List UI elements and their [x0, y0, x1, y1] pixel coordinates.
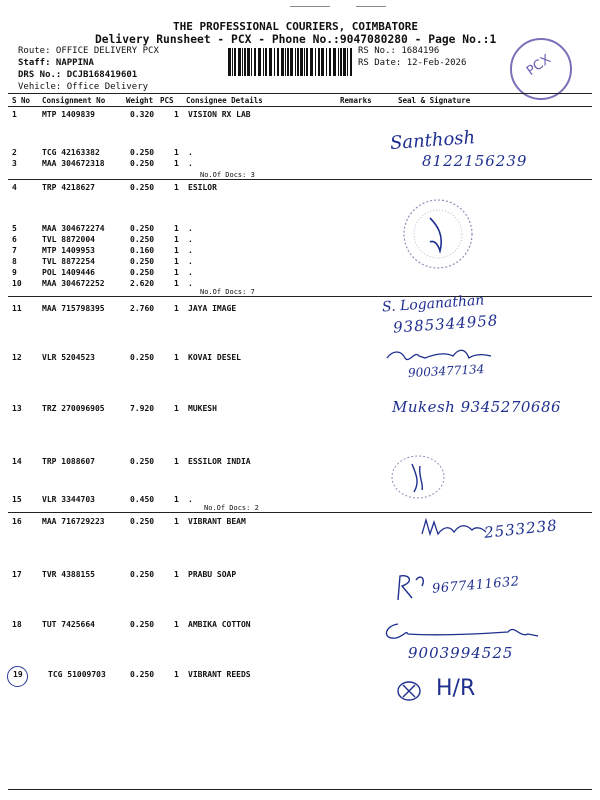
row-pcs: 1: [174, 183, 179, 192]
row-consignee: .: [188, 148, 193, 157]
row-sno: 1: [12, 110, 17, 119]
row-consignee: .: [188, 159, 193, 168]
row-sno: 11: [12, 304, 22, 313]
row-weight: 0.250: [130, 183, 155, 192]
row-consignment-no: MAA 304672274: [42, 224, 105, 233]
row-weight: 0.320: [130, 110, 155, 119]
row-sno: 7: [12, 246, 17, 255]
row-consignment-no: VLR 3344703: [42, 495, 95, 504]
seal-stamp-icon: [400, 196, 480, 276]
row-consignment-no: MTP 1409953: [42, 246, 95, 255]
row-consignment-no: TRZ 270096905: [42, 404, 105, 413]
row-sno: 2: [12, 148, 17, 157]
row-pcs: 1: [174, 257, 179, 266]
row-consignee: MUKESH: [188, 404, 217, 413]
row-consignee: PRABU SOAP: [188, 570, 237, 579]
row-consignee: .: [188, 495, 193, 504]
signature-scribble-icon: [420, 516, 490, 540]
row-sno: 19: [13, 670, 23, 679]
col-consignment: Consignment No: [42, 96, 106, 105]
row-consignee: JAYA IMAGE: [188, 304, 237, 313]
row-consignment-no: TVL 8872004: [42, 235, 95, 244]
row-sno: 17: [12, 570, 22, 579]
row-weight: 0.250: [130, 235, 155, 244]
row-sno: 14: [12, 457, 22, 466]
row-separator: [8, 296, 592, 297]
row-sno: 18: [12, 620, 22, 629]
row-separator: [8, 512, 592, 513]
drs-label: DRS No.: DCJB168419601: [18, 70, 138, 80]
staff-label: Staff: NAPPINA: [18, 58, 94, 68]
row-pcs: 1: [174, 457, 179, 466]
row-sno: 10: [12, 279, 22, 288]
row-sno: 12: [12, 353, 22, 362]
row-pcs: 1: [174, 279, 179, 288]
signature-phone: 2533238: [483, 516, 559, 542]
row-weight: 0.250: [130, 353, 155, 362]
seal-stamp-icon: [390, 454, 446, 500]
row-consignment-no: TRP 1088607: [42, 457, 95, 466]
row-sno: 9: [12, 268, 17, 277]
row-pcs: 1: [174, 353, 179, 362]
row-sno: 15: [12, 495, 22, 504]
row-consignee: .: [188, 224, 193, 233]
row-weight: 0.250: [130, 257, 155, 266]
row-consignee: VISION RX LAB: [188, 110, 251, 119]
header-rule-bottom: [8, 106, 592, 107]
row-pcs: 1: [174, 235, 179, 244]
row-weight: 0.250: [130, 570, 155, 579]
signature-phone: 9003994525: [408, 644, 514, 662]
row-sno: 4: [12, 183, 17, 192]
row-consignee: KOVAI DESEL: [188, 353, 241, 362]
header-rule-top: [8, 93, 592, 94]
row-consignment-no: TCG 42163382: [42, 148, 100, 157]
row-consignee: .: [188, 246, 193, 255]
row-weight: 0.250: [130, 517, 155, 526]
row-weight: 2.620: [130, 279, 155, 288]
row-consignment-no: MTP 1409839: [42, 110, 95, 119]
row-consignee: VIBRANT BEAM: [188, 517, 246, 526]
row-weight: 0.250: [130, 224, 155, 233]
signature-hr: H/R: [436, 676, 476, 701]
top-mark: [356, 6, 386, 7]
table-bottom-rule: [8, 789, 592, 790]
row-consignee: ESSILOR INDIA: [188, 457, 251, 466]
docs-count-note: No.Of Docs: 7: [200, 288, 255, 296]
row-weight: 0.450: [130, 495, 155, 504]
col-seal-signature: Seal & Signature: [398, 96, 471, 105]
row-sno: 13: [12, 404, 22, 413]
row-separator: [8, 179, 592, 180]
row-pcs: 1: [174, 517, 179, 526]
signature-mukesh: Mukesh 9345270686: [392, 398, 562, 416]
stamp-text: PCX: [524, 51, 554, 80]
row-consignment-no: MAA 716729223: [42, 517, 105, 526]
row-consignment-no: POL 1409446: [42, 268, 95, 277]
row-weight: 0.250: [130, 670, 155, 679]
rs-number: RS No.: 1684196: [358, 46, 440, 56]
row-consignment-no: MAA 304672252: [42, 279, 105, 288]
signature-scribble-icon: [392, 572, 432, 602]
row-weight: 2.760: [130, 304, 155, 313]
docs-count-note: No.Of Docs: 2: [204, 504, 259, 512]
row-pcs: 1: [174, 404, 179, 413]
col-remarks: Remarks: [340, 96, 372, 105]
row-consignment-no: MAA 715798395: [42, 304, 105, 313]
row-weight: 7.920: [130, 404, 155, 413]
row-pcs: 1: [174, 670, 179, 679]
col-consignee: Consignee Details: [186, 96, 263, 105]
signature-santhosh: Santhosh: [389, 127, 476, 154]
row-consignee: AMBIKA COTTON: [188, 620, 251, 629]
row-consignee: .: [188, 268, 193, 277]
row-pcs: 1: [174, 268, 179, 277]
rs-date: RS Date: 12-Feb-2026: [358, 58, 467, 68]
crossed-circle-icon: [396, 680, 422, 702]
row-consignment-no: TCG 51009703: [48, 670, 106, 679]
row-weight: 0.250: [130, 159, 155, 168]
vehicle-label: Vehicle: Office Delivery: [18, 82, 149, 92]
row-sno: 3: [12, 159, 17, 168]
pcx-stamp: [510, 38, 572, 100]
row-pcs: 1: [174, 620, 179, 629]
row-sno: 8: [12, 257, 17, 266]
row-weight: 0.250: [130, 620, 155, 629]
row-sno: 6: [12, 235, 17, 244]
row-consignment-no: TRP 4218627: [42, 183, 95, 192]
col-pcs: PCS: [160, 96, 174, 105]
row-pcs: 1: [174, 224, 179, 233]
row-pcs: 1: [174, 570, 179, 579]
row-consignment-no: TVL 8872254: [42, 257, 95, 266]
row-weight: 0.250: [130, 148, 155, 157]
row-pcs: 1: [174, 148, 179, 157]
row-consignment-no: TVR 4388155: [42, 570, 95, 579]
route-label: Route: OFFICE DELIVERY PCX: [18, 46, 159, 56]
row-consignee: ESILOR: [188, 183, 217, 192]
row-consignment-no: VLR 5204523: [42, 353, 95, 362]
row-pcs: 1: [174, 159, 179, 168]
col-weight: Weight: [126, 96, 154, 105]
row-sno: 5: [12, 224, 17, 233]
row-pcs: 1: [174, 110, 179, 119]
runsheet-subtitle: Delivery Runsheet - PCX - Phone No.:9047080280 - Page No.:1: [95, 33, 497, 46]
signature-loganathan: S. Loganathan: [381, 292, 485, 316]
row-consignee: VIBRANT REEDS: [188, 670, 251, 679]
row-consignee: .: [188, 279, 193, 288]
row-pcs: 1: [174, 246, 179, 255]
row-consignment-no: MAA 304672318: [42, 159, 105, 168]
row-weight: 0.250: [130, 268, 155, 277]
col-sno: S No: [12, 96, 31, 105]
top-mark: [290, 6, 330, 7]
row-19-circle: [7, 666, 28, 687]
row-weight: 0.250: [130, 457, 155, 466]
barcode: [228, 48, 356, 76]
row-sno: 16: [12, 517, 22, 526]
row-pcs: 1: [174, 304, 179, 313]
row-consignee: .: [188, 235, 193, 244]
company-title: THE PROFESSIONAL COURIERS, COIMBATORE: [173, 20, 419, 33]
docs-count-note: No.Of Docs: 3: [200, 171, 255, 179]
signature-phone: 9385344958: [392, 311, 499, 337]
row-weight: 0.160: [130, 246, 155, 255]
row-consignment-no: TUT 7425664: [42, 620, 95, 629]
row-pcs: 1: [174, 495, 179, 504]
row-consignee: .: [188, 257, 193, 266]
signature-phone: 9003477134: [407, 362, 485, 380]
signature-phone: 9677411632: [431, 574, 521, 597]
signature-phone: 8122156239: [422, 152, 528, 170]
